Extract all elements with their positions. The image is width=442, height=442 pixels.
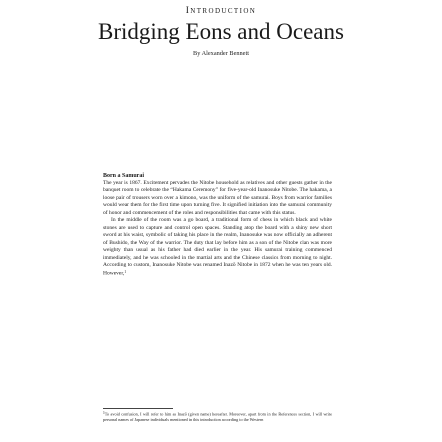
paragraph-2-text: In the middle of the room was a go board, a traditional form of chess in which black and white stones are used to capture and control open spaces. Standing atop the board with a shiny new short sword at his waist, symbolic of taking his place in the realm, Inanosuke was now officially an adherent of Bushido, the Way of the warrior. The duty that lay before him as a son of the Nitobe clan was more weighty than usual as his father had died earlier in the year. His samurai training commenced immediately, and he was schooled in the martial arts and the Chinese classics from morning to night. According to custom, Inanosuke Nitobe was renamed Inazō Nitobe in 1872 when he was ten years old. However, — [103, 217, 332, 278]
chapter-title: Bridging Eons and Oceans — [98, 19, 344, 44]
footnote — [103, 411, 332, 423]
body-text — [103, 172, 332, 278]
footnote-reference[interactable]: 1 — [124, 270, 127, 275]
section-kicker: Introduction — [185, 6, 257, 16]
author-byline: By Alexander Bennett — [193, 50, 249, 57]
footnote-number: 1 — [103, 411, 105, 415]
paragraph-1: The year is 1867. Excitement pervades the Nitobe household as relatives and other guests gather in the banquet room to celebrate the “Hakama Ceremony” for five-year-old Inanosuke Nitobe. The hakama, a loose pair of trousers worn over a kimono, was the uniform of the samurai. Boys from warrior families would wear them for the first time upon turning five. It signified initiation into the samurai community of honor and commencement of the roles and responsibilities that came with this status. — [103, 180, 332, 216]
footnote-text: To avoid confusion, I will refer to him as Inazō (given name) hereafter. Moreover, apart from in the References section, I will write personal names of Japanese individuals mentioned in this introduction according to the Western — [103, 411, 332, 423]
paragraph-2 — [103, 217, 332, 278]
footnote-divider — [103, 408, 173, 409]
section-subheading: Born a Samurai — [103, 173, 145, 179]
